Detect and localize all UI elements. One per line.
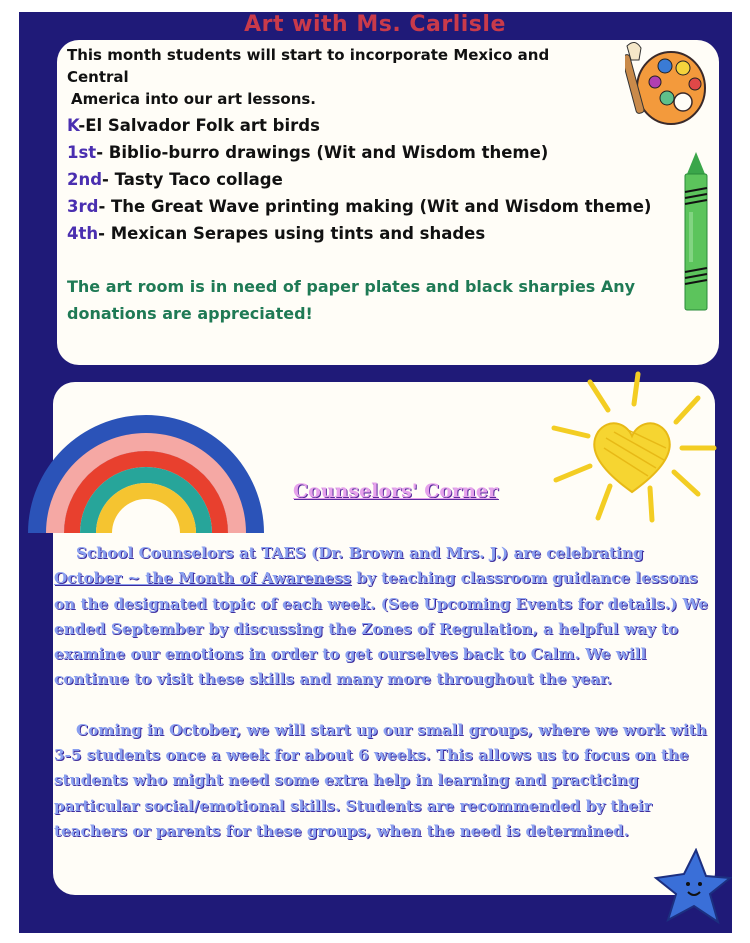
art-section-title: Art with Ms. Carlisle — [244, 12, 506, 37]
grade-item: 3rd- The Great Wave printing making (Wit and Wisdom theme) — [67, 197, 652, 216]
counselors-paragraph-1: School Counselors at TAES (Dr. Brown and Mrs. J.) are celebrating October ~ the Month of Awareness by teaching classroom guidance lessons on the designated topic of each week. (See Upcoming Events for details.) We ended September by discussing the Zones of Regulation, a helpful way to examine our emotions in order to get ourselves back to Calm. We will continue to visit these skills and many more throughout the year. — [54, 544, 708, 689]
counselors-body — [54, 541, 709, 869]
crayon-icon — [683, 152, 709, 312]
sun-heart-icon — [548, 368, 718, 528]
month-of-awareness-link: October ~ the Month of Awareness — [54, 569, 352, 588]
grade-list — [67, 112, 651, 247]
counselors-title: Counselors' Corner — [293, 480, 498, 502]
grade-item: 1st- Biblio-burro drawings (Wit and Wisdom theme) — [67, 143, 549, 162]
art-card — [57, 40, 719, 365]
grade-item: 2nd- Tasty Taco collage — [67, 170, 283, 189]
grade-item: K-El Salvador Folk art birds — [67, 116, 320, 135]
counselors-paragraph-2: Coming in October, we will start up our small groups, where we work with 3-5 students once a week for about 6 weeks. This allows us to focus on the students who might need some extra help in learning and practicing particular social/emotional skills. Students are recommended by their teachers or parents for these groups, when the need is determined. — [54, 720, 707, 840]
palette-icon — [625, 40, 707, 135]
star-icon — [652, 848, 732, 926]
art-intro: This month students will start to incorporate Mexico and Central America into our art lessons. — [67, 46, 550, 108]
donation-request: The art room is in need of paper plates and black sharpies Any donations are appreciated! — [67, 277, 636, 323]
rainbow-icon — [24, 395, 268, 535]
grade-item: 4th- Mexican Serapes using tints and shades — [67, 224, 486, 243]
